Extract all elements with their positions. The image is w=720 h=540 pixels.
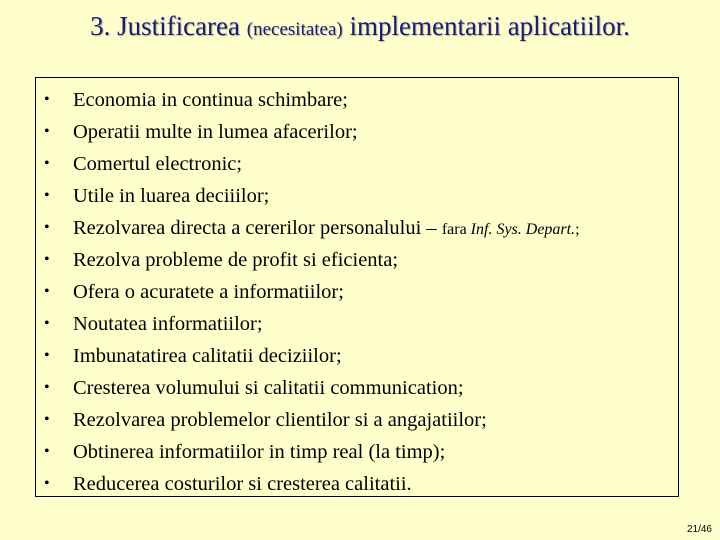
list-item bbox=[36, 468, 678, 500]
bullet-icon: • bbox=[44, 283, 50, 300]
list-item-text: Obtinerea informatiilor in timp real (la timp); bbox=[73, 441, 446, 463]
list-item-text: Rezolva probleme de profit si eficienta; bbox=[73, 249, 399, 271]
bullet-icon: • bbox=[44, 91, 50, 108]
bullet-icon: • bbox=[44, 411, 50, 428]
bullet-icon: • bbox=[44, 347, 50, 364]
list-item-text: Rezolvarea directa a cererilor personalului – bbox=[73, 217, 442, 239]
page-number: 21/46 bbox=[686, 524, 712, 535]
list-item-suffix: fara bbox=[441, 221, 471, 238]
bullet-icon: • bbox=[44, 475, 50, 492]
list-item bbox=[36, 340, 678, 372]
list-item bbox=[36, 404, 678, 436]
bullet-icon: • bbox=[44, 219, 50, 236]
bullet-icon: • bbox=[44, 379, 50, 396]
bullet-icon: • bbox=[44, 187, 50, 204]
bullet-icon: • bbox=[44, 123, 50, 140]
list-item-suffix-italic: Inf. Sys. Depart. bbox=[470, 221, 576, 238]
list-item-text: Rezolvarea problemelor clientilor si a angajatiilor; bbox=[73, 409, 487, 431]
list-item-text: Ofera o acuratete a informatiilor; bbox=[73, 281, 344, 303]
title-rest: implementarii aplicatiilor. bbox=[342, 11, 630, 41]
bullet-icon: • bbox=[44, 315, 50, 332]
list-item bbox=[36, 212, 678, 244]
list-item bbox=[36, 244, 678, 276]
bullet-icon: • bbox=[44, 251, 50, 268]
bullet-list bbox=[36, 78, 678, 500]
list-item bbox=[36, 308, 678, 340]
content-box bbox=[35, 77, 679, 497]
slide-title bbox=[0, 8, 720, 48]
list-item-text: Reducerea costurilor si cresterea calitatii. bbox=[73, 473, 412, 495]
list-item-text: Cresterea volumului si calitatii communication; bbox=[73, 377, 464, 399]
list-item bbox=[36, 180, 678, 212]
list-item bbox=[36, 436, 678, 468]
list-item-text: Operatii multe in lumea afacerilor; bbox=[73, 121, 358, 143]
list-item-text: Comertul electronic; bbox=[73, 153, 243, 175]
list-item-text: Noutatea informatiilor; bbox=[73, 313, 263, 335]
list-item bbox=[36, 148, 678, 180]
title-main: 3. Justificarea bbox=[90, 11, 247, 41]
list-item bbox=[36, 116, 678, 148]
bullet-icon: • bbox=[44, 443, 50, 460]
bullet-icon: • bbox=[44, 155, 50, 172]
list-item-suffix-tail: ; bbox=[575, 221, 580, 238]
list-item bbox=[36, 372, 678, 404]
list-item-text: Economia in continua schimbare; bbox=[73, 89, 348, 111]
title-parenthetical: (necesitatea) bbox=[246, 19, 343, 40]
list-item-text: Utile in luarea deciiilor; bbox=[73, 185, 270, 207]
list-item bbox=[36, 84, 678, 116]
list-item-text: Imbunatatirea calitatii deciziilor; bbox=[73, 345, 342, 367]
list-item bbox=[36, 276, 678, 308]
